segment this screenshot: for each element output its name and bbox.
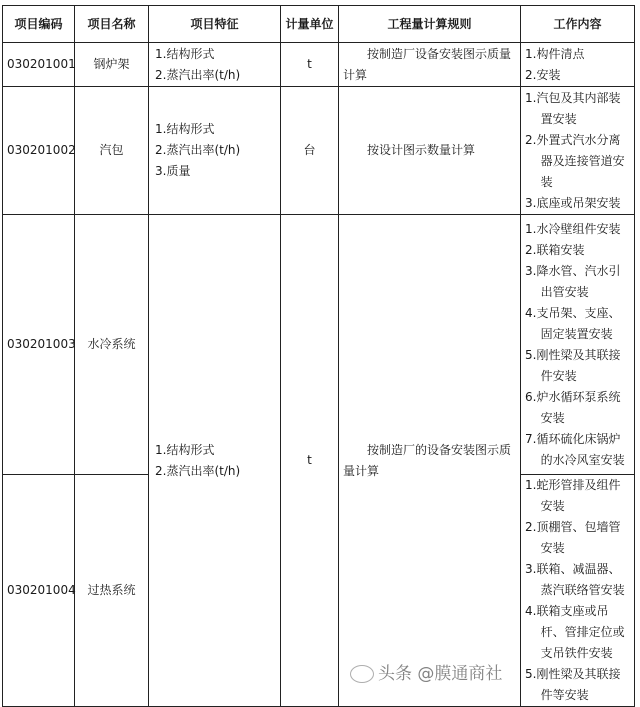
work-step: 4.联箱支座或吊杆、管排定位或支吊铁件安装 [525, 604, 625, 660]
work-step: 2.顶棚管、包墙管安装 [525, 520, 621, 555]
feature: 1.结构形式 [155, 122, 215, 136]
work-step: 2.安装 [525, 67, 561, 82]
item-name: 水冷系统 [75, 215, 149, 475]
work-step: 5.刚性梁及其联接件安装 [525, 347, 621, 383]
item-features [149, 43, 281, 87]
table-row [3, 215, 635, 475]
header-features: 项目特征 [149, 6, 281, 43]
item-work [521, 87, 635, 215]
feature: 2.蒸汽出率(t/h) [155, 67, 241, 82]
item-unit: 台 [281, 87, 339, 215]
item-code: 030201002 [3, 87, 75, 215]
work-step: 2.外置式汽水分离器及连接管道安装 [525, 132, 625, 189]
feature: 2.蒸汽出率(t/h) [155, 463, 241, 478]
header-row [3, 6, 635, 43]
item-work [521, 43, 635, 87]
header-work: 工作内容 [521, 6, 635, 43]
item-name: 过热系统 [75, 475, 149, 707]
item-rule: 按制造厂的设备安装图示质量计算 [339, 215, 521, 707]
watermark [350, 664, 502, 684]
work-step: 7.循环硫化床锅炉的水冷风室安装 [525, 431, 625, 467]
item-name: 钢炉架 [75, 43, 149, 87]
feature: 1.结构形式 [155, 442, 215, 457]
item-code: 030201001 [3, 43, 75, 87]
table-row [3, 87, 635, 215]
item-features [149, 87, 281, 215]
item-work [521, 475, 635, 707]
feature: 3.质量 [155, 164, 191, 178]
work-step: 1.蛇形管排及组件安装 [525, 478, 621, 513]
item-code: 030201003 [3, 215, 75, 475]
work-step: 2.联箱安装 [525, 242, 585, 257]
work-step: 3.联箱、减温器、蒸汽联络管安装 [525, 562, 625, 597]
header-code: 项目编码 [3, 6, 75, 43]
work-step: 5.刚性梁及其联接件等安装 [525, 667, 621, 702]
feature: 1.结构形式 [155, 46, 215, 61]
work-step: 3.底座或吊架安装 [525, 195, 621, 210]
item-rule: 按制造厂设备安装图示质量计算 [339, 43, 521, 87]
item-features [149, 215, 281, 707]
boiler-spec-table [2, 5, 635, 707]
wechat-logo-icon [350, 665, 374, 683]
work-step: 1.水冷壁组件安装 [525, 221, 621, 236]
header-rule: 工程量计算规则 [339, 6, 521, 43]
item-work [521, 215, 635, 475]
watermark-text: 头条 @膜通商社 [378, 664, 503, 684]
item-unit: t [281, 43, 339, 87]
header-name: 项目名称 [75, 6, 149, 43]
item-name: 汽包 [75, 87, 149, 215]
work-step: 1.构件清点 [525, 46, 585, 61]
work-step: 6.炉水循环泵系统安装 [525, 389, 621, 425]
work-step: 3.降水管、汽水引出管安装 [525, 263, 621, 299]
item-code: 030201004 [3, 475, 75, 707]
work-step: 4.支吊架、支座、固定装置安装 [525, 305, 621, 341]
table-row [3, 43, 635, 87]
header-unit: 计量单位 [281, 6, 339, 43]
work-step: 1.汽包及其内部装置安装 [525, 90, 621, 126]
feature: 2.蒸汽出率(t/h) [155, 143, 241, 157]
item-rule: 按设计图示数量计算 [339, 87, 521, 215]
item-unit: t [281, 215, 339, 707]
